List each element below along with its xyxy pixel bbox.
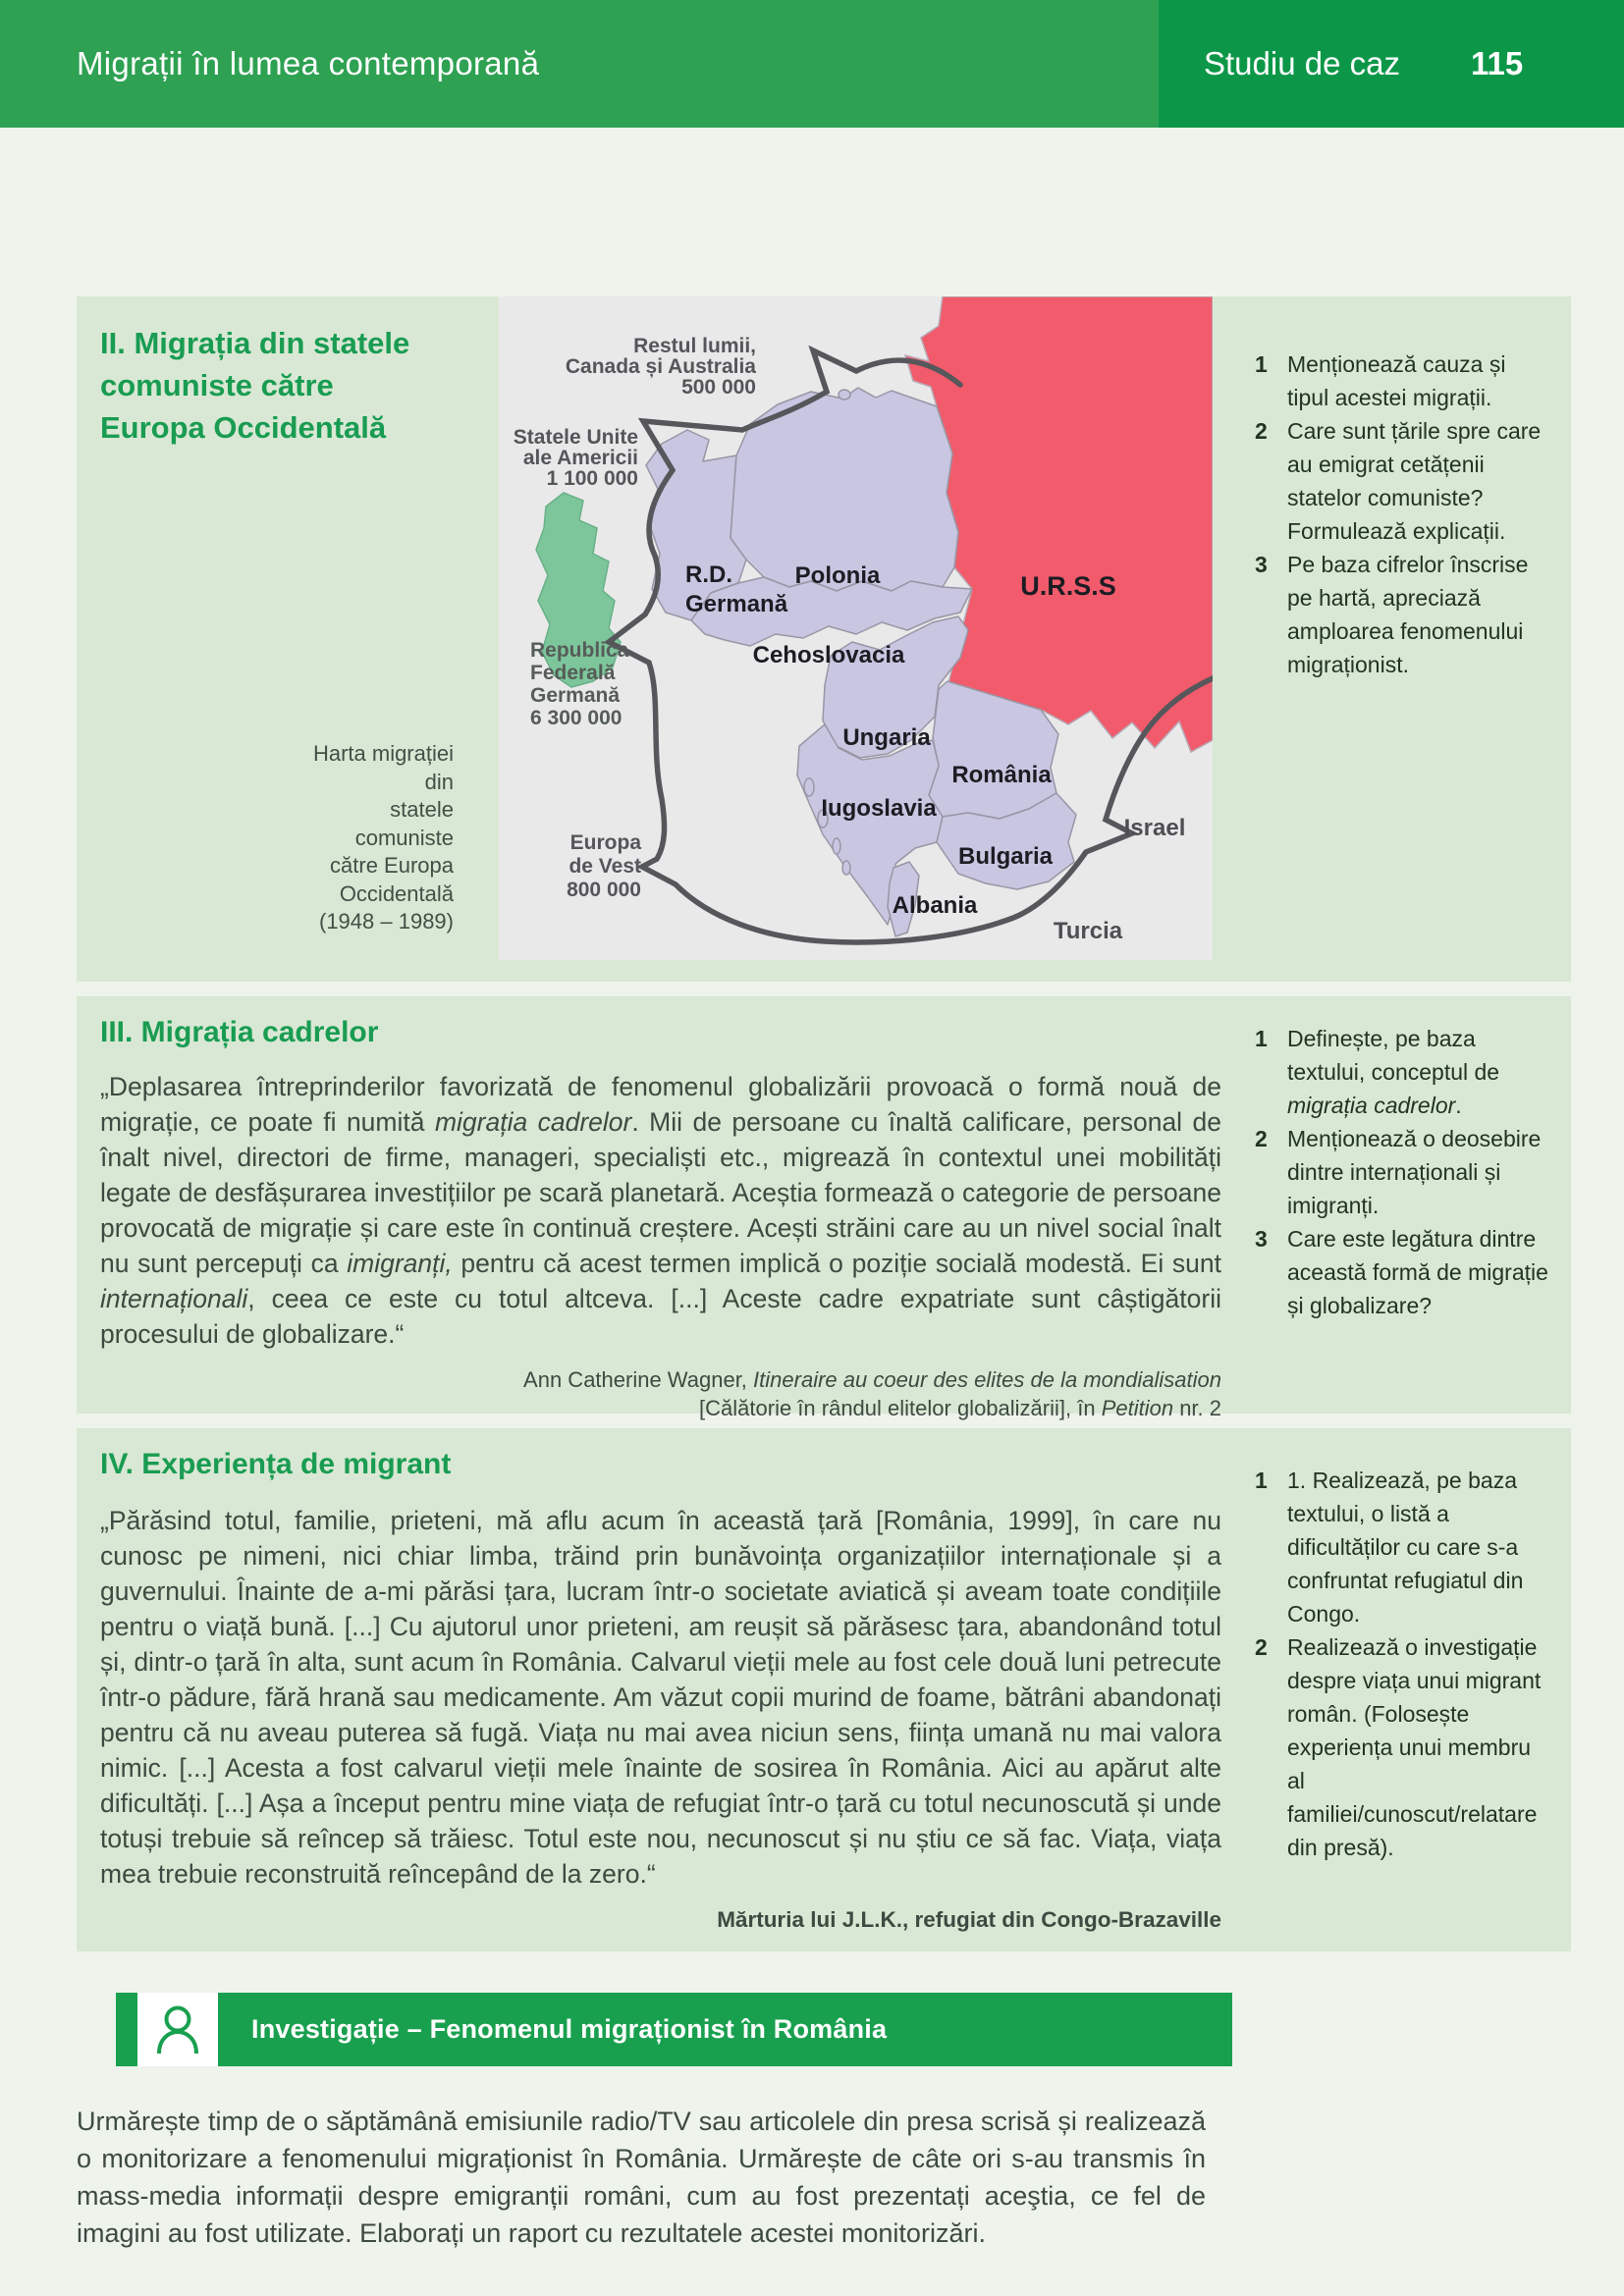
map-label-west-line3: 800 000 <box>567 879 641 901</box>
header-left <box>0 0 1159 128</box>
map-label-urss: U.R.S.S <box>1020 571 1116 601</box>
question-text: Definește, pe baza textului, conceptul de migrația cadrelor. <box>1287 1026 1500 1118</box>
map-island <box>833 838 840 854</box>
map-label-rd: R.D. <box>685 561 732 588</box>
map-caption: Harta migrației din statele comuniste către Europa Occidentală (1948 – 1989) <box>312 741 454 934</box>
map-label-rfg-line3: Germană <box>530 684 621 707</box>
question-text: 1. Realizează, pe baza textului, o listă a dificultăților cu care s-a confruntat refugiatul din Congo. <box>1287 1468 1524 1627</box>
question-item <box>1255 548 1551 681</box>
section-2-title-line: comuniste către <box>100 368 334 402</box>
question-item <box>1255 414 1551 548</box>
section-2-questions <box>1255 347 1551 681</box>
question-number: 1 <box>1255 1468 1268 1493</box>
section-4-questions <box>1255 1464 1551 1864</box>
section-2-title-line: Europa Occidentală <box>100 410 387 445</box>
question-number: 2 <box>1255 1126 1268 1151</box>
banner-title: Investigație – Fenomenul migraționist în România <box>218 1993 1232 2066</box>
chapter-title: Migrații în lumea contemporană <box>77 45 540 81</box>
map-label-bulgaria: Bulgaria <box>957 843 1054 870</box>
map-label-cehoslovacia: Cehoslovacia <box>752 642 905 668</box>
section-4-attribution: Mărturia lui J.L.K., refugiat din Congo-Brazaville <box>717 1907 1221 1932</box>
map-label-albania: Albania <box>892 892 978 919</box>
section-2-panel <box>77 296 1571 982</box>
section-3-questions <box>1255 1022 1551 1322</box>
section-4-panel <box>77 1428 1571 1951</box>
map-label-ungaria: Ungaria <box>842 724 931 751</box>
map-label-west-line1: Europa <box>569 831 641 854</box>
map-label-rfg-line4: 6 300 000 <box>530 707 623 729</box>
section-label: Studiu de caz <box>1204 45 1400 81</box>
question-item <box>1255 1464 1551 1630</box>
map-label-rest-line1: Restul lumii, <box>633 335 756 357</box>
migration-map <box>499 296 1213 960</box>
map-label-polonia: Polonia <box>794 562 881 589</box>
map-label-rfg-line2: Federală <box>530 662 616 684</box>
question-number: 2 <box>1255 1634 1268 1660</box>
question-item <box>1255 1022 1551 1122</box>
map-island <box>842 861 850 875</box>
section-3-title: III. Migrația cadrelor <box>100 1016 379 1048</box>
map-label-iugoslavia: Iugoslavia <box>821 795 937 822</box>
investigation-banner <box>116 1993 1232 2066</box>
section-3-attribution <box>100 1365 1221 1422</box>
map-label-usa-line2: ale Americii <box>522 447 638 469</box>
question-number: 3 <box>1255 1226 1268 1252</box>
page-number: 115 <box>1470 45 1524 81</box>
page-header <box>0 0 1624 128</box>
question-number: 1 <box>1255 351 1268 377</box>
question-item <box>1255 347 1551 414</box>
attribution-line: Ann Catherine Wagner, Itineraire au coeur des elites de la mondialisation <box>523 1367 1221 1392</box>
section-3-panel <box>77 996 1571 1420</box>
question-item <box>1255 1222 1551 1322</box>
map-island <box>804 778 814 796</box>
section-4-quote: „Părăsind totul, familie, prieteni, mă aflu acum în această țară [România, 1999], în care nu cunosc pe nimeni, nici chiar limba, trăind prin bunăvoința organizațiilor internaționale și a guvernului. Înainte de a-mi părăsi țara, lucram într-o societate aviatică și aveam toate condițiile pentru o viață bună. [...] Cu ajutorul unor prieteni, am reușit să părăsesc țara, abandonând totul și, dintr-o țară în alta, sunt acum în România. Calvarul vieții mele au fost cele două luni petrecute într-o pădure, fără hrană sau medicamente. Am văzut copii murind de foame, bătrâni abandonați pentru că nu aveau puterea să fugă. Viața nu mai avea niciun sens, ființa umană nu mai valora nimic. [...] Acesta a fost calvarul vieții mele înainte de sosirea în România. Aici au apărut alte dificultăți. [...] Așa a început pentru mine viața de refugiat într-o țară cu totul necunoscută și unde totuși trebuie să reîncep să trăiesc. Totul este nou, necunoscut și nu știu ce să fac. Viața, viața mea trebuie reconstruită reîncepând de la zero.“ <box>100 1506 1221 1889</box>
question-item <box>1255 1122 1551 1222</box>
question-item <box>1255 1630 1551 1864</box>
section-4-title: IV. Experiența de migrant <box>100 1448 452 1480</box>
map-label-west-line2: de Vest <box>568 855 641 878</box>
map-label-usa-line1: Statele Unite <box>513 426 638 449</box>
section-2-title-line: II. Migrația din statele <box>100 326 410 360</box>
banner-accent-bar <box>116 1993 137 2066</box>
map-label-rfg-line1: Republica <box>530 639 629 662</box>
section-3-quote: „Deplasarea întreprinderilor favorizată de fenomenul globalizării provoacă o formă nouă de migrație, ce poate fi numită migrația cadrelor. Mii de persoane cu înaltă calificare, personal de înalt nivel, directori de firme, manageri, specialiști etc., migrează în contextul unei mobilități legate de desfășurarea investițiilor pe scară planetară. Aceștia formează o categorie de persoane provocată de migrație și care este în continuă creștere. Acești străini care au un nivel social înalt nu sunt percepuți ca imigranți, pentru că acest termen implică o poziție socială modestă. Ei sunt internaționali, ceea ce este cu totul altceva. [...] Aceste cadre expatriate sunt câștigătorii procesului de globalizare.“ <box>100 1072 1221 1349</box>
map-label-rest-line2: Canada și Australia <box>565 355 756 378</box>
map-label-rd-germana: Germană <box>685 591 788 617</box>
section-2-title <box>100 322 424 449</box>
map-island <box>839 390 850 400</box>
map-label-rest-line3: 500 000 <box>681 376 756 399</box>
question-text: Pe baza cifrelor înscrise pe hartă, apreciază amploarea fenomenului migraționist. <box>1287 552 1529 677</box>
map-label-romania: România <box>951 762 1052 788</box>
question-number: 2 <box>1255 418 1268 444</box>
map-label-turcia: Turcia <box>1053 918 1123 944</box>
question-number: 1 <box>1255 1026 1268 1051</box>
attribution-line: [Călătorie în rândul elitelor globalizării], în Petition nr. 2 <box>699 1396 1221 1420</box>
banner-icon-box <box>137 1993 218 2066</box>
question-text: Realizează o investigație despre viața unui migrant român. (Folosește experiența unui membru al familiei/cunoscut/relatare din presă). <box>1287 1634 1542 1860</box>
person-icon <box>155 2005 200 2055</box>
question-text: Care sunt țările spre care au emigrat cetățenii statelor comuniste? Formulează explicații. <box>1287 418 1542 544</box>
map-label-israel: Israel <box>1123 815 1186 841</box>
question-text: Menționează cauza și tipul acestei migrații. <box>1287 351 1506 410</box>
question-text: Care este legătura dintre această formă de migrație și globalizare? <box>1287 1226 1548 1318</box>
header-right <box>1159 0 1624 128</box>
question-number: 3 <box>1255 552 1268 577</box>
investigation-task: Urmărește timp de o săptămână emisiunile radio/TV sau articolele din presa scrisă și realizează o monitorizare a fenomenului migraționist în România. Urmărește de câte ori s-au transmis în mass-media informații despre emigranții români, cum au fost prezentați aceştia, ce fel de imagini au fost utilizate. Elaborați un raport cu rezultatele acestei monitorizări. <box>77 2107 1206 2248</box>
question-text: Menționează o deosebire dintre internaționali și imigranți. <box>1287 1126 1542 1218</box>
map-label-usa-line3: 1 100 000 <box>546 467 638 490</box>
